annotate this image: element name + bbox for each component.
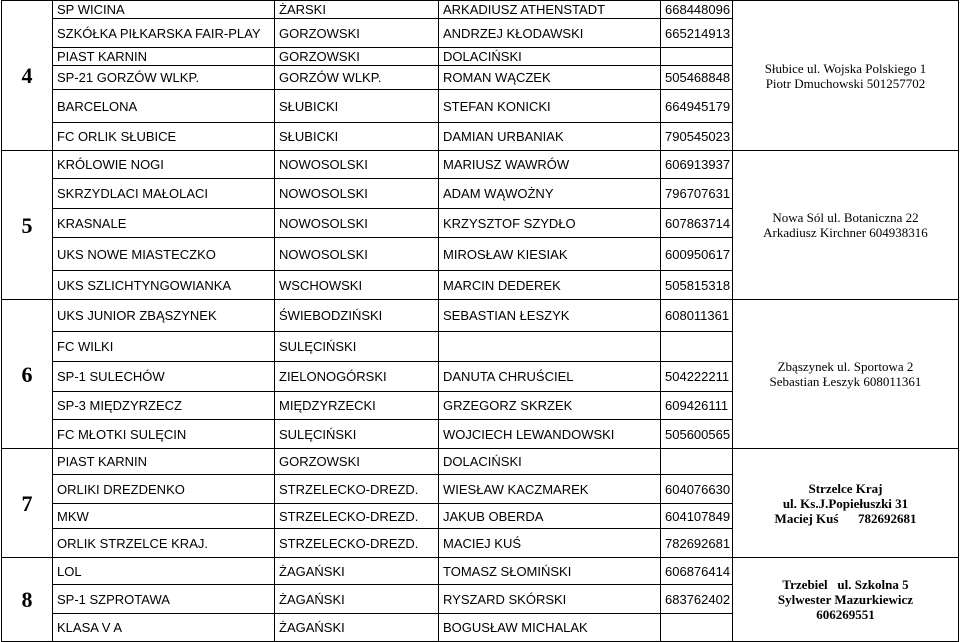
phone-number: 505600565: [661, 420, 733, 449]
coach-name: MIROSŁAW KIESIAK: [439, 238, 661, 271]
team-name: FC WILKI: [53, 332, 275, 362]
team-name: UKS JUNIOR ZBĄSZYNEK: [53, 300, 275, 332]
coach-name: STEFAN KONICKI: [439, 90, 661, 123]
coach-name: MARCIN DEDEREK: [439, 271, 661, 300]
team-name: SP-21 GORZÓW WLKP.: [53, 66, 275, 90]
county: ŚWIEBODZIŃSKI: [275, 300, 439, 332]
coach-name: KRZYSZTOF SZYDŁO: [439, 209, 661, 238]
team-name: ORLIK STRZELCE KRAJ.: [53, 529, 275, 558]
team-name: MKW: [53, 504, 275, 529]
venue-line: Maciej Kuś 782692681: [774, 510, 917, 526]
venue-info: [733, 151, 959, 300]
phone-number: 609426111: [661, 392, 733, 420]
coach-name: RYSZARD SKÓRSKI: [439, 585, 661, 614]
coach-name: ARKADIUSZ ATHENSTADT: [439, 1, 661, 19]
team-name: SP-1 SULECHÓW: [53, 362, 275, 392]
coach-name: JAKUB OBERDA: [439, 504, 661, 529]
team-name: FC MŁOTKI SULĘCIN: [53, 420, 275, 449]
coach-name: BOGUSŁAW MICHALAK: [439, 614, 661, 642]
county: GORZOWSKI: [275, 449, 439, 475]
phone-number: 600950617: [661, 238, 733, 271]
county: NOWOSOLSKI: [275, 238, 439, 271]
team-name: FC ORLIK SŁUBICE: [53, 123, 275, 151]
phone-number: 796707631: [661, 179, 733, 209]
group-number: 8: [2, 558, 53, 642]
team-name: UKS SZLICHTYNGOWIANKA: [53, 271, 275, 300]
venue-info: [733, 449, 959, 558]
coach-name: ADAM WĄWOŻNY: [439, 179, 661, 209]
venue-line: ul. Ks.J.Popiełuszki 31: [782, 495, 909, 511]
coach-name: MARIUSZ WAWRÓW: [439, 151, 661, 179]
county: SŁUBICKI: [275, 123, 439, 151]
venue-line: Sebastian Łeszyk 608011361: [769, 374, 922, 389]
venue-info: [733, 558, 959, 642]
venue-line: Słubice ul. Wojska Polskiego 1: [764, 60, 927, 76]
venue-line: Piotr Dmuchowski 501257702: [765, 75, 926, 91]
phone-number: 606913937: [661, 151, 733, 179]
phone-number: [661, 449, 733, 475]
county: STRZELECKO-DREZD.: [275, 504, 439, 529]
coach-name: MACIEJ KUŚ: [439, 529, 661, 558]
county: STRZELECKO-DREZD.: [275, 529, 439, 558]
county: GORZÓW WLKP.: [275, 66, 439, 90]
coach-name: DOLACIŃSKI: [439, 48, 661, 66]
coach-name: ROMAN WĄCZEK: [439, 66, 661, 90]
table-row: [2, 558, 959, 585]
phone-number: 608011361: [661, 300, 733, 332]
phone-number: 604107849: [661, 504, 733, 529]
coach-name: DAMIAN URBANIAK: [439, 123, 661, 151]
venue-line: Trzebiel ul. Szkolna 5: [782, 577, 909, 592]
venue-info: [733, 1, 959, 151]
phone-number: [661, 332, 733, 362]
coach-name: WIESŁAW KACZMAREK: [439, 475, 661, 504]
phone-number: [661, 48, 733, 66]
coach-name: DANUTA CHRUŚCIEL: [439, 362, 661, 392]
venue-line: Nowa Sól ul. Botaniczna 22: [772, 210, 919, 225]
county: ŻAGAŃSKI: [275, 614, 439, 642]
group-number: 4: [2, 1, 53, 151]
phone-number: 505468848: [661, 66, 733, 90]
table-row: [2, 449, 959, 475]
table-body: [2, 1, 959, 642]
venue-line: 606269551: [816, 607, 875, 622]
phone-number: 504222211: [661, 362, 733, 392]
group-number: 6: [2, 300, 53, 449]
county: STRZELECKO-DREZD.: [275, 475, 439, 504]
phone-number: 607863714: [661, 209, 733, 238]
coach-name: SEBASTIAN ŁESZYK: [439, 300, 661, 332]
team-name: PIAST KARNIN: [53, 449, 275, 475]
table-row: [2, 300, 959, 332]
county: ŻAGAŃSKI: [275, 558, 439, 585]
coach-name: DOLACIŃSKI: [439, 449, 661, 475]
phone-number: 668448096: [661, 1, 733, 19]
county: GORZOWSKI: [275, 48, 439, 66]
group-number: 7: [2, 449, 53, 558]
table-row: [2, 1, 959, 19]
team-name: UKS NOWE MIASTECZKO: [53, 238, 275, 271]
venue-info: [733, 300, 959, 449]
coach-name: [439, 332, 661, 362]
county: ŻARSKI: [275, 1, 439, 19]
phone-number: 664945179: [661, 90, 733, 123]
phone-number: 683762402: [661, 585, 733, 614]
venue-line: Zbąszynek ul. Sportowa 2: [777, 359, 914, 374]
tournament-groups-table: [1, 0, 959, 642]
team-name: KRÓLOWIE NOGI: [53, 151, 275, 179]
county: ŻAGAŃSKI: [275, 585, 439, 614]
team-name: SP-1 SZPROTAWA: [53, 585, 275, 614]
county: GORZOWSKI: [275, 19, 439, 48]
phone-number: 505815318: [661, 271, 733, 300]
coach-name: TOMASZ SŁOMIŃSKI: [439, 558, 661, 585]
phone-number: 782692681: [661, 529, 733, 558]
county: SŁUBICKI: [275, 90, 439, 123]
venue-line: Strzelce Kraj: [808, 480, 883, 496]
team-name: SZKÓŁKA PIŁKARSKA FAIR-PLAY: [53, 19, 275, 48]
team-name: SP-3 MIĘDZYRZECZ: [53, 392, 275, 420]
group-number: 5: [2, 151, 53, 300]
team-name: SP WICINA: [53, 1, 275, 19]
coach-name: WOJCIECH LEWANDOWSKI: [439, 420, 661, 449]
venue-line: Arkadiusz Kirchner 604938316: [763, 225, 928, 240]
team-name: BARCELONA: [53, 90, 275, 123]
team-name: PIAST KARNIN: [53, 48, 275, 66]
county: NOWOSOLSKI: [275, 209, 439, 238]
county: SULĘCIŃSKI: [275, 332, 439, 362]
phone-number: [661, 614, 733, 642]
table-row: [2, 151, 959, 179]
team-name: SKRZYDLACI MAŁOLACI: [53, 179, 275, 209]
phone-number: 604076630: [661, 475, 733, 504]
phone-number: 790545023: [661, 123, 733, 151]
phone-number: 665214913: [661, 19, 733, 48]
team-name: KRASNALE: [53, 209, 275, 238]
coach-name: ANDRZEJ KŁODAWSKI: [439, 19, 661, 48]
team-name: ORLIKI DREZDENKO: [53, 475, 275, 504]
county: SULĘCIŃSKI: [275, 420, 439, 449]
county: NOWOSOLSKI: [275, 151, 439, 179]
county: NOWOSOLSKI: [275, 179, 439, 209]
county: MIĘDZYRZECKI: [275, 392, 439, 420]
venue-line: Sylwester Mazurkiewicz: [777, 592, 914, 607]
coach-name: GRZEGORZ SKRZEK: [439, 392, 661, 420]
county: WSCHOWSKI: [275, 271, 439, 300]
county: ZIELONOGÓRSKI: [275, 362, 439, 392]
team-name: KLASA V A: [53, 614, 275, 642]
phone-number: 606876414: [661, 558, 733, 585]
team-name: LOL: [53, 558, 275, 585]
